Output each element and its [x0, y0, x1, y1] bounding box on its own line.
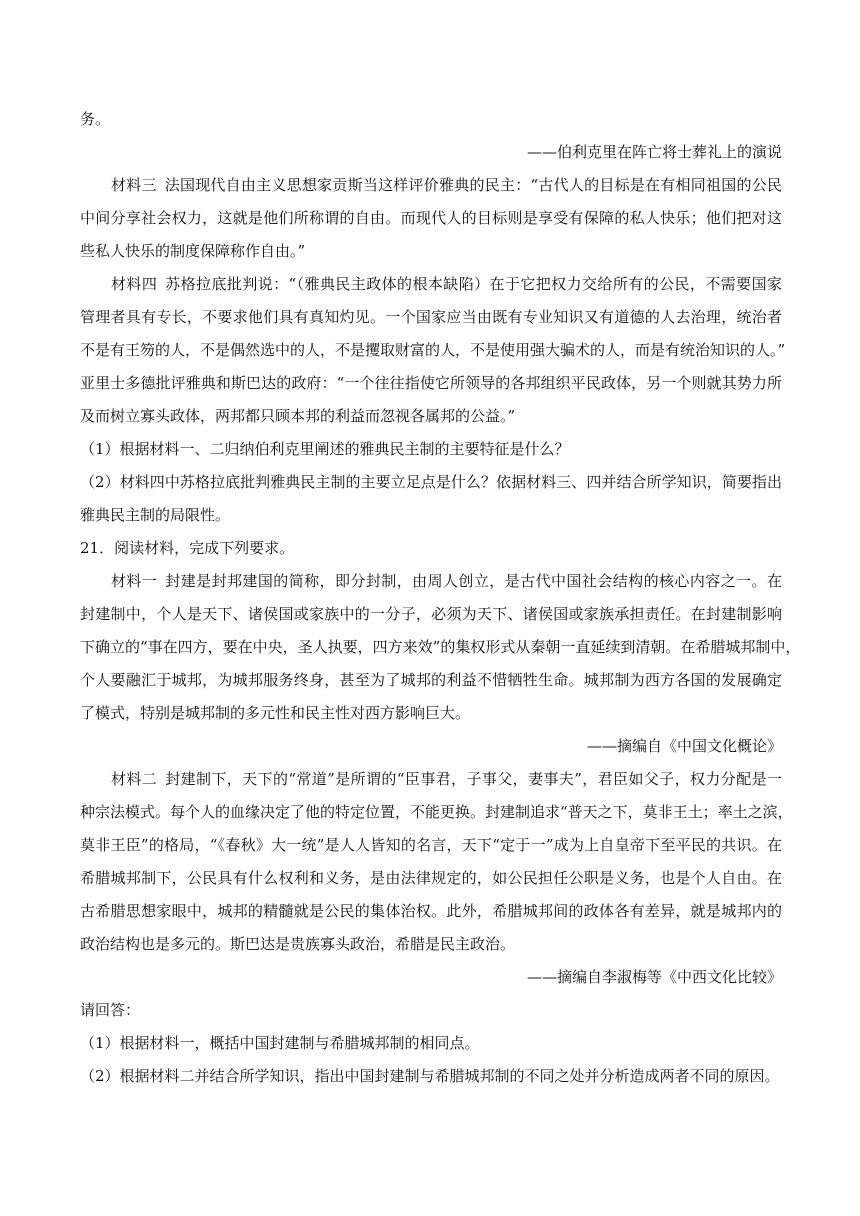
material1-line-2: 封建制中，个人是天下、诸侯国或家族中的一分子，必须为天下、诸侯国或家族承担责任。在封建制影响: [80, 605, 782, 623]
material-label: 材料三: [111, 176, 157, 194]
material-label: 材料四: [111, 275, 158, 293]
material4-line-2: 管理者具有专长，不要求他们具有真知灼见。一个国家应当由既有专业知识又有道德的人去治理，统治者: [80, 308, 782, 326]
material1-line-1: 材料一 封建是封邦建国的简称，即分封制，由周人创立，是古代中国社会结构的核心内容之一。在: [111, 572, 782, 590]
question-21-heading: 21．阅读材料，完成下列要求。: [80, 539, 295, 557]
material4-line-5: 及而树立寡头政体，两邦都只顾本邦的利益而忽视各属邦的公益。”: [80, 407, 516, 425]
question-20-2: （2）材料四中苏格拉底批判雅典民主制的主要立足点是什么？依据材料三、四并结合所学知识，简要指出: [80, 473, 782, 491]
question-21-2: （2）根据材料二并结合所学知识，指出中国封建制与希腊城邦制的不同之处并分析造成两者不同的原因。: [80, 1067, 780, 1085]
document-page: [80, 103, 801, 1093]
material3-line-3: 些私人快乐的制度保障称作自由。”: [80, 242, 306, 260]
answer-prompt: 请回答：: [80, 1001, 141, 1019]
continuation-text: 务。: [80, 110, 111, 128]
source-citation: ——摘编自李淑梅等《中西文化比较》: [526, 968, 782, 986]
material1-line-5: 了模式，特别是城邦制的多元性和民主性对西方影响巨大。: [80, 704, 471, 722]
material1-line-3: 下确立的“事在四方，要在中央，圣人执要，四方来效”的集权形式从秦朝一直延续到清朝。在希腊城邦制中，: [80, 638, 801, 656]
material4-line-3: 不是有王笏的人，不是偶然选中的人，不是攫取财富的人，不是使用强大骗术的人，而是有统治知识的人。”: [80, 341, 786, 359]
material4-line-4: 亚里士多德批评雅典和斯巴达的政府：“一个往往指使它所领导的各邦组织平民政体，另一个则就其势力所: [80, 374, 782, 392]
material2-line-2: 种宗法模式。每个人的血缘决定了他的特定位置，不能更换。封建制追求“普天之下，莫非王土；率土之滨，: [80, 803, 793, 821]
material-label: 材料二: [111, 770, 158, 788]
material2-line-4: 希腊城邦制下，公民具有什么权利和义务，是由法律规定的，如公民担任公职是义务，也是个人自由。在: [80, 869, 782, 887]
material-label: 材料一: [111, 572, 158, 590]
material3-line-2: 中间分享社会权力，这就是他们所称谓的自由。而现代人的目标则是享受有保障的私人快乐；他们把对这: [80, 209, 782, 227]
source-citation: ——伯利克里在阵亡将士葬礼上的演说: [526, 143, 782, 161]
material2-line-1: 材料二 封建制下，天下的“常道”是所谓的“臣事君，子事父，妻事夫”，君臣如父子，权力分配是一: [111, 770, 782, 788]
material2-line-3: 莫非王臣”的格局，“《春秋》大一统”是人人皆知的名言，天下“定于一”成为上自皇帝下至平民的共识。在: [80, 836, 782, 854]
material3-line-1: 材料三 法国现代自由主义思想家贡斯当这样评价雅典的民主：“古代人的目标是在有相同祖国的公民: [111, 176, 782, 194]
question-20-2-cont: 雅典民主制的局限性。: [80, 506, 231, 524]
material2-line-5: 古希腊思想家眼中，城邦的精髓就是公民的集体治权。此外，希腊城邦间的政体各有差异，就是城邦内的: [80, 902, 782, 920]
source-citation: ——摘编自《中国文化概论》: [586, 737, 782, 755]
material1-line-4: 个人要融汇于城邦，为城邦服务终身，甚至为了城邦的利益不惜牺牲生命。城邦制为西方各国的发展确定: [80, 671, 782, 689]
material2-line-6: 政治结构也是多元的。斯巴达是贵族寡头政治，希腊是民主政治。: [80, 935, 516, 953]
material4-line-1: 材料四 苏格拉底批判说：“（雅典民主政体的根本缺陷）在于它把权力交给所有的公民，不需要国家: [111, 275, 782, 293]
question-20-1: （1）根据材料一、二归纳伯利克里阐述的雅典民主制的主要特征是什么？: [80, 440, 570, 458]
question-21-1: （1）根据材料一，概括中国封建制与希腊城邦制的相同点。: [80, 1034, 480, 1052]
